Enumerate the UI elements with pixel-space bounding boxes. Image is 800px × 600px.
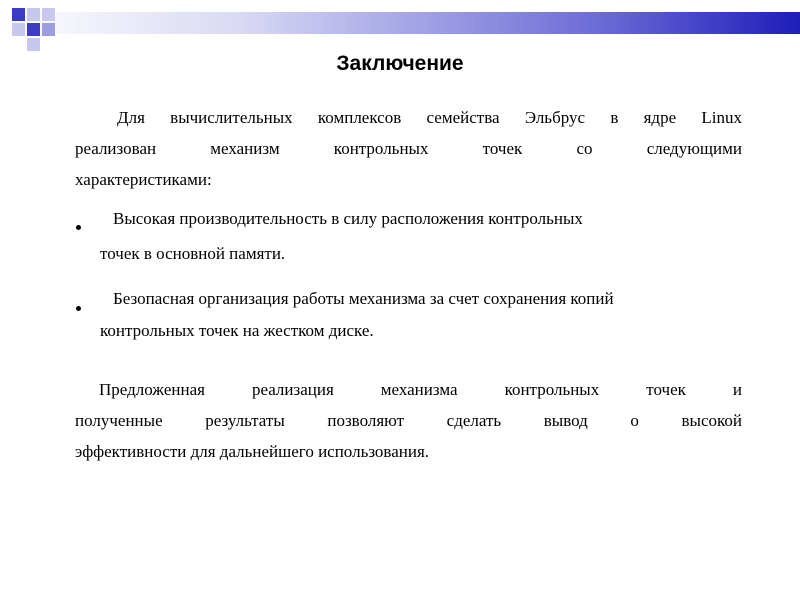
- word: вывод: [543, 411, 588, 430]
- word: точек: [646, 380, 686, 399]
- word: результаты: [205, 411, 285, 430]
- word: сделать: [446, 411, 502, 430]
- intro-line: характеристиками:: [75, 170, 212, 189]
- word: в: [610, 108, 619, 127]
- word: со: [576, 139, 593, 158]
- word: вычислительных: [170, 108, 293, 127]
- word: Эльбрус: [524, 108, 586, 127]
- word: контрольных: [333, 139, 429, 158]
- slide-title: Заключение: [336, 52, 464, 75]
- decor-square: [42, 23, 55, 36]
- conclusion-line: [75, 374, 742, 405]
- conclusion-line: эффективности для дальнейшего использования.: [75, 442, 430, 461]
- decor-square: [27, 23, 40, 36]
- word: реализация: [251, 380, 334, 399]
- word: механизм: [210, 139, 280, 158]
- word: следующими: [646, 139, 742, 158]
- bullet-dot: [76, 306, 81, 311]
- bullet-text: Безопасная организация работы механизма за счет сохранения копий: [113, 289, 614, 308]
- word: Linux: [701, 108, 742, 127]
- header-gradient-bar: [0, 12, 800, 34]
- intro-line: [75, 133, 742, 164]
- decor-square: [12, 23, 25, 36]
- bullet-dot: [76, 225, 81, 230]
- word: контрольных: [504, 380, 600, 399]
- intro-line: [75, 102, 742, 133]
- word: и: [732, 380, 742, 399]
- word: Для: [117, 108, 145, 127]
- word: высокой: [681, 411, 742, 430]
- word: точек: [482, 139, 523, 158]
- word: механизма: [380, 380, 458, 399]
- word: позволяют: [327, 411, 405, 430]
- bullet-text: контрольных точек на жестком диске.: [100, 321, 374, 340]
- word: комплексов: [317, 108, 402, 127]
- decor-square: [27, 38, 40, 51]
- decor-square: [27, 8, 40, 21]
- word: о: [630, 411, 639, 430]
- word: ядре: [643, 108, 677, 127]
- word: полученные: [75, 411, 163, 430]
- word: семейства: [426, 108, 500, 127]
- word: реализован: [75, 139, 157, 158]
- decor-square: [12, 8, 25, 21]
- conclusion-line: [75, 405, 742, 436]
- decor-square: [42, 8, 55, 21]
- bullet-text: Высокая производительность в силу расположения контрольных: [113, 209, 583, 228]
- word: Предложенная: [99, 380, 205, 399]
- bullet-text: точек в основной памяти.: [100, 244, 286, 263]
